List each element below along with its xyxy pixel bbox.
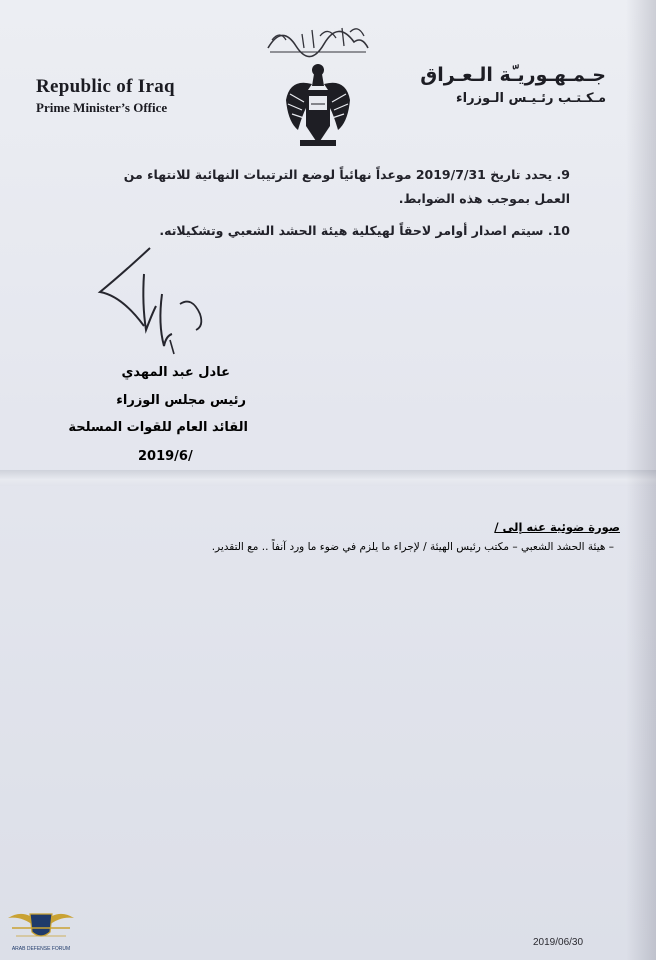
page-edge-shadow	[626, 0, 656, 960]
copy-to-heading: صورة ضوئية عنه إلى /	[494, 520, 620, 534]
item-10-text: سيتم اصدار أوامر لاحقاً لهيكلية هيئة الحشد الشعبي وتشكيلاته.	[159, 223, 544, 238]
copy-to-line: – هيئة الحشد الشعبي – مكتب رئيس الهيئة / لإجراء ما يلزم في ضوء ما ورد آنفاً .. مع التقدير.	[211, 541, 614, 553]
handwritten-signature	[92, 244, 222, 364]
item-9-number: 9.	[556, 167, 570, 182]
item-10	[92, 219, 570, 243]
signature-date: 2019/6/	[138, 449, 193, 464]
forum-watermark-logo	[4, 900, 78, 958]
signatory-title-2: القائد العام للقوات المسلحة	[68, 420, 248, 435]
item-9	[92, 163, 570, 211]
letterhead-ar-subtitle: مـكـتـب رئـيـس الـوزراء	[456, 91, 606, 106]
print-date: 2019/06/30	[533, 937, 584, 948]
letterhead-en-title: Republic of Iraq	[36, 76, 175, 97]
letterhead-ar-title: جـمـهـوريـّة الـعـراق	[420, 64, 606, 86]
watermark-text: ARAB DEFENSE FORUM	[11, 946, 71, 952]
paper-fold	[0, 470, 656, 486]
item-10-number: 10.	[547, 223, 570, 238]
item-9-text: يحدد تاريخ 2019/7/31 موعداً نهائياً لوضع الترتيبات النهائية للانتهاء من العمل بموجب هذه الضوابط.	[123, 167, 570, 206]
basmala-calligraphy	[262, 18, 374, 58]
signatory-name: عادل عبد المهدي	[121, 365, 230, 380]
signatory-title-1: رئيس مجلس الوزراء	[116, 393, 246, 408]
iraq-eagle-emblem-icon	[284, 60, 352, 152]
letterhead-en-subtitle: Prime Minister’s Office	[36, 100, 168, 115]
